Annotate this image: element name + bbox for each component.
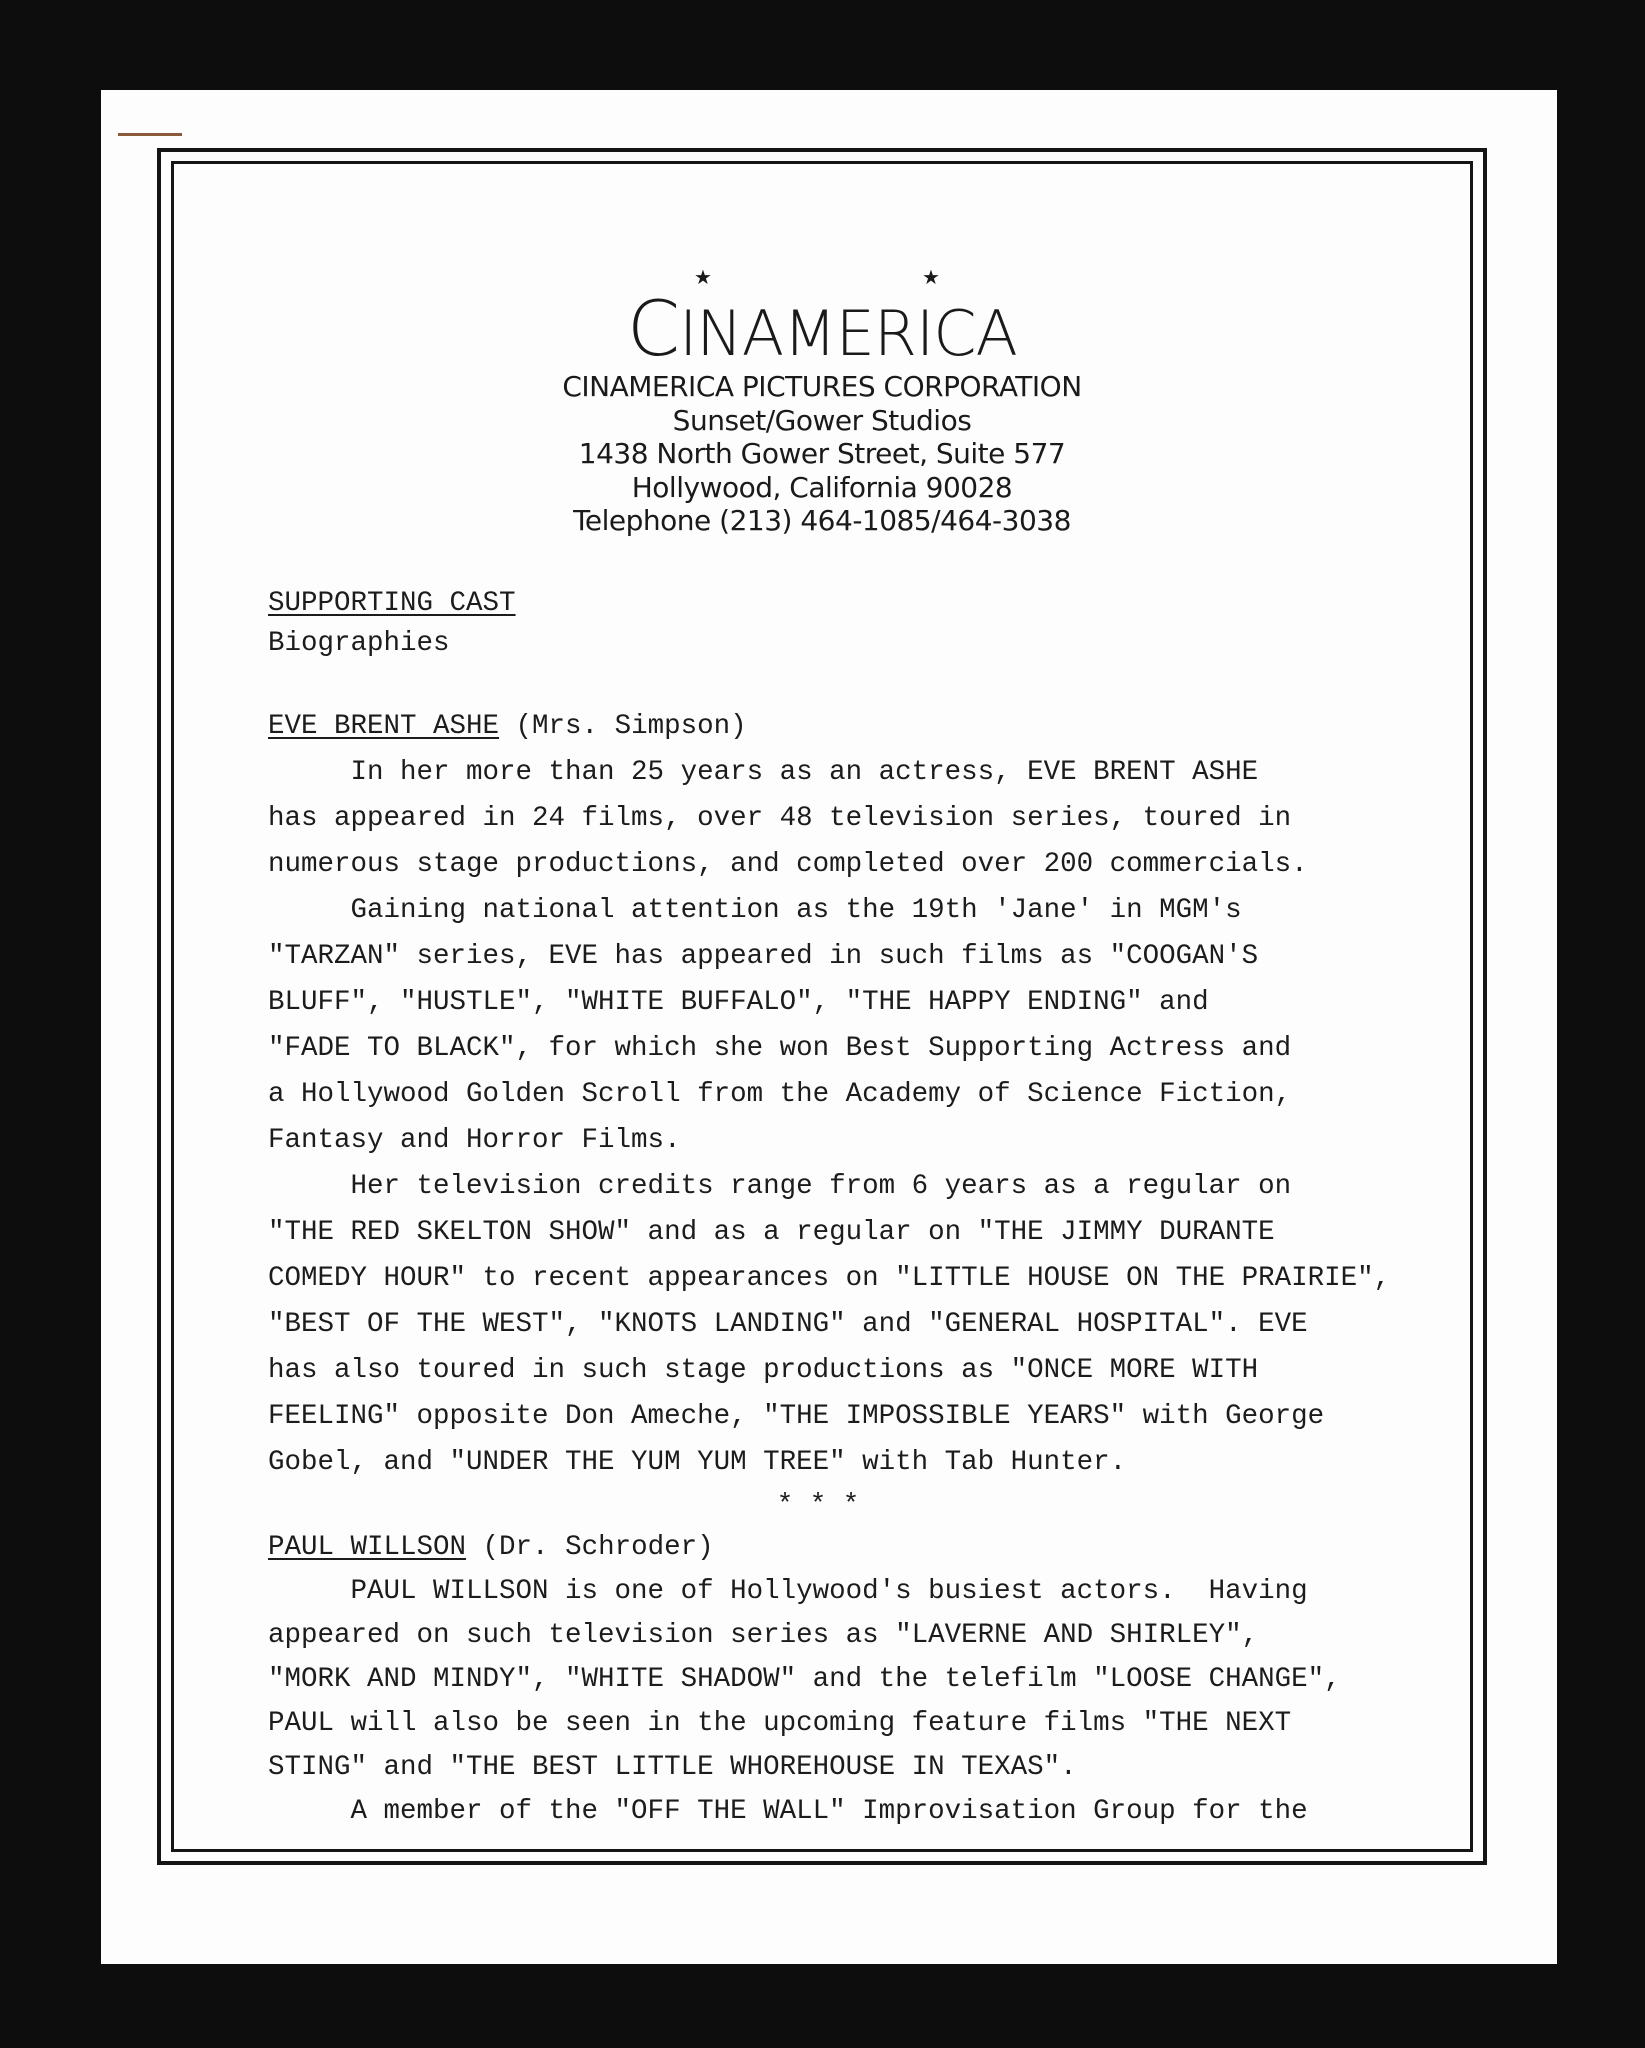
- bio-text-line: "FADE TO BLACK", for which she won Best Supporting Actress and: [268, 1033, 1292, 1064]
- cast-name: PAUL WILLSON: [268, 1532, 467, 1563]
- paper-mark: [118, 133, 182, 136]
- bio-text-line: BLUFF", "HUSTLE", "WHITE BUFFALO", "THE HAPPY ENDING" and: [268, 987, 1209, 1018]
- bio-text-line: PAUL WILLSON is one of Hollywood's busiest actors. Having: [268, 1576, 1308, 1607]
- bio-text-line: "TARZAN" series, EVE has appeared in such films as "COOGAN'S: [268, 941, 1259, 972]
- bio-text-line: In her more than 25 years as an actress, EVE BRENT ASHE: [268, 757, 1259, 788]
- telephone: Telephone (213) 464-1085/464-3038: [573, 504, 1071, 537]
- bio-text-line: has appeared in 24 films, over 48 television series, toured in: [268, 803, 1292, 834]
- city-address: Hollywood, California 90028: [631, 470, 1013, 504]
- document-body: [268, 584, 1390, 1834]
- bio-text-line: Gaining national attention as the 19th 'Jane' in MGM's: [268, 895, 1242, 926]
- bio-text-line: COMEDY HOUR" to recent appearances on "LITTLE HOUSE ON THE PRAIRIE",: [268, 1263, 1391, 1294]
- bio-text-line: PAUL will also be seen in the upcoming feature films "THE NEXT: [268, 1708, 1292, 1739]
- bio-text-line: numerous stage productions, and completed over 200 commercials.: [268, 849, 1308, 880]
- bio-text-line: "BEST OF THE WEST", "KNOTS LANDING" and "GENERAL HOSPITAL". EVE: [268, 1309, 1308, 1340]
- bio-text-line: Gobel, and "UNDER THE YUM YUM TREE" with Tab Hunter.: [268, 1447, 1127, 1478]
- studio-name: Sunset/Gower Studios: [672, 403, 972, 437]
- logo-stars: [157, 266, 1487, 288]
- bio-text-line: FEELING" opposite Don Ameche, "THE IMPOSSIBLE YEARS" with George: [268, 1401, 1325, 1432]
- bio-text-line: "THE RED SKELTON SHOW" and as a regular on "THE JIMMY DURANTE: [268, 1217, 1275, 1248]
- cast-role: (Mrs. Simpson): [499, 711, 747, 742]
- star-icon: ★: [694, 265, 712, 289]
- bio-text-line: Her television credits range from 6 years as a regular on: [268, 1171, 1292, 1202]
- bio-text-line: Fantasy and Horror Films.: [268, 1125, 681, 1156]
- street-address: 1438 North Gower Street, Suite 577: [578, 437, 1066, 470]
- bio-text-line: has also toured in such stage productions as "ONCE MORE WITH: [268, 1355, 1259, 1386]
- company-name: CINAMERICA PICTURES CORPORATION: [562, 370, 1082, 403]
- bio-text-line: "MORK AND MINDY", "WHITE SHADOW" and the telefilm "LOOSE CHANGE",: [268, 1664, 1341, 1695]
- cast-role: (Dr. Schroder): [466, 1532, 714, 1563]
- section-separator: * * *: [776, 1490, 860, 1521]
- letterhead: [157, 266, 1487, 538]
- bio-text-line: appeared on such television series as "LAVERNE AND SHIRLEY",: [268, 1620, 1259, 1651]
- section-subtitle: Biographies: [268, 628, 450, 659]
- company-logo: CINAMERICA: [627, 288, 1017, 370]
- bio-text-line: STING" and "THE BEST LITTLE WHOREHOUSE IN TEXAS".: [268, 1752, 1077, 1783]
- section-title: SUPPORTING CAST: [268, 588, 516, 619]
- star-icon: ★: [922, 265, 940, 289]
- cast-name: EVE BRENT ASHE: [268, 711, 500, 742]
- bio-text-line: A member of the "OFF THE WALL" Improvisation Group for the: [268, 1796, 1308, 1827]
- bio-text-line: a Hollywood Golden Scroll from the Academy of Science Fiction,: [268, 1079, 1292, 1110]
